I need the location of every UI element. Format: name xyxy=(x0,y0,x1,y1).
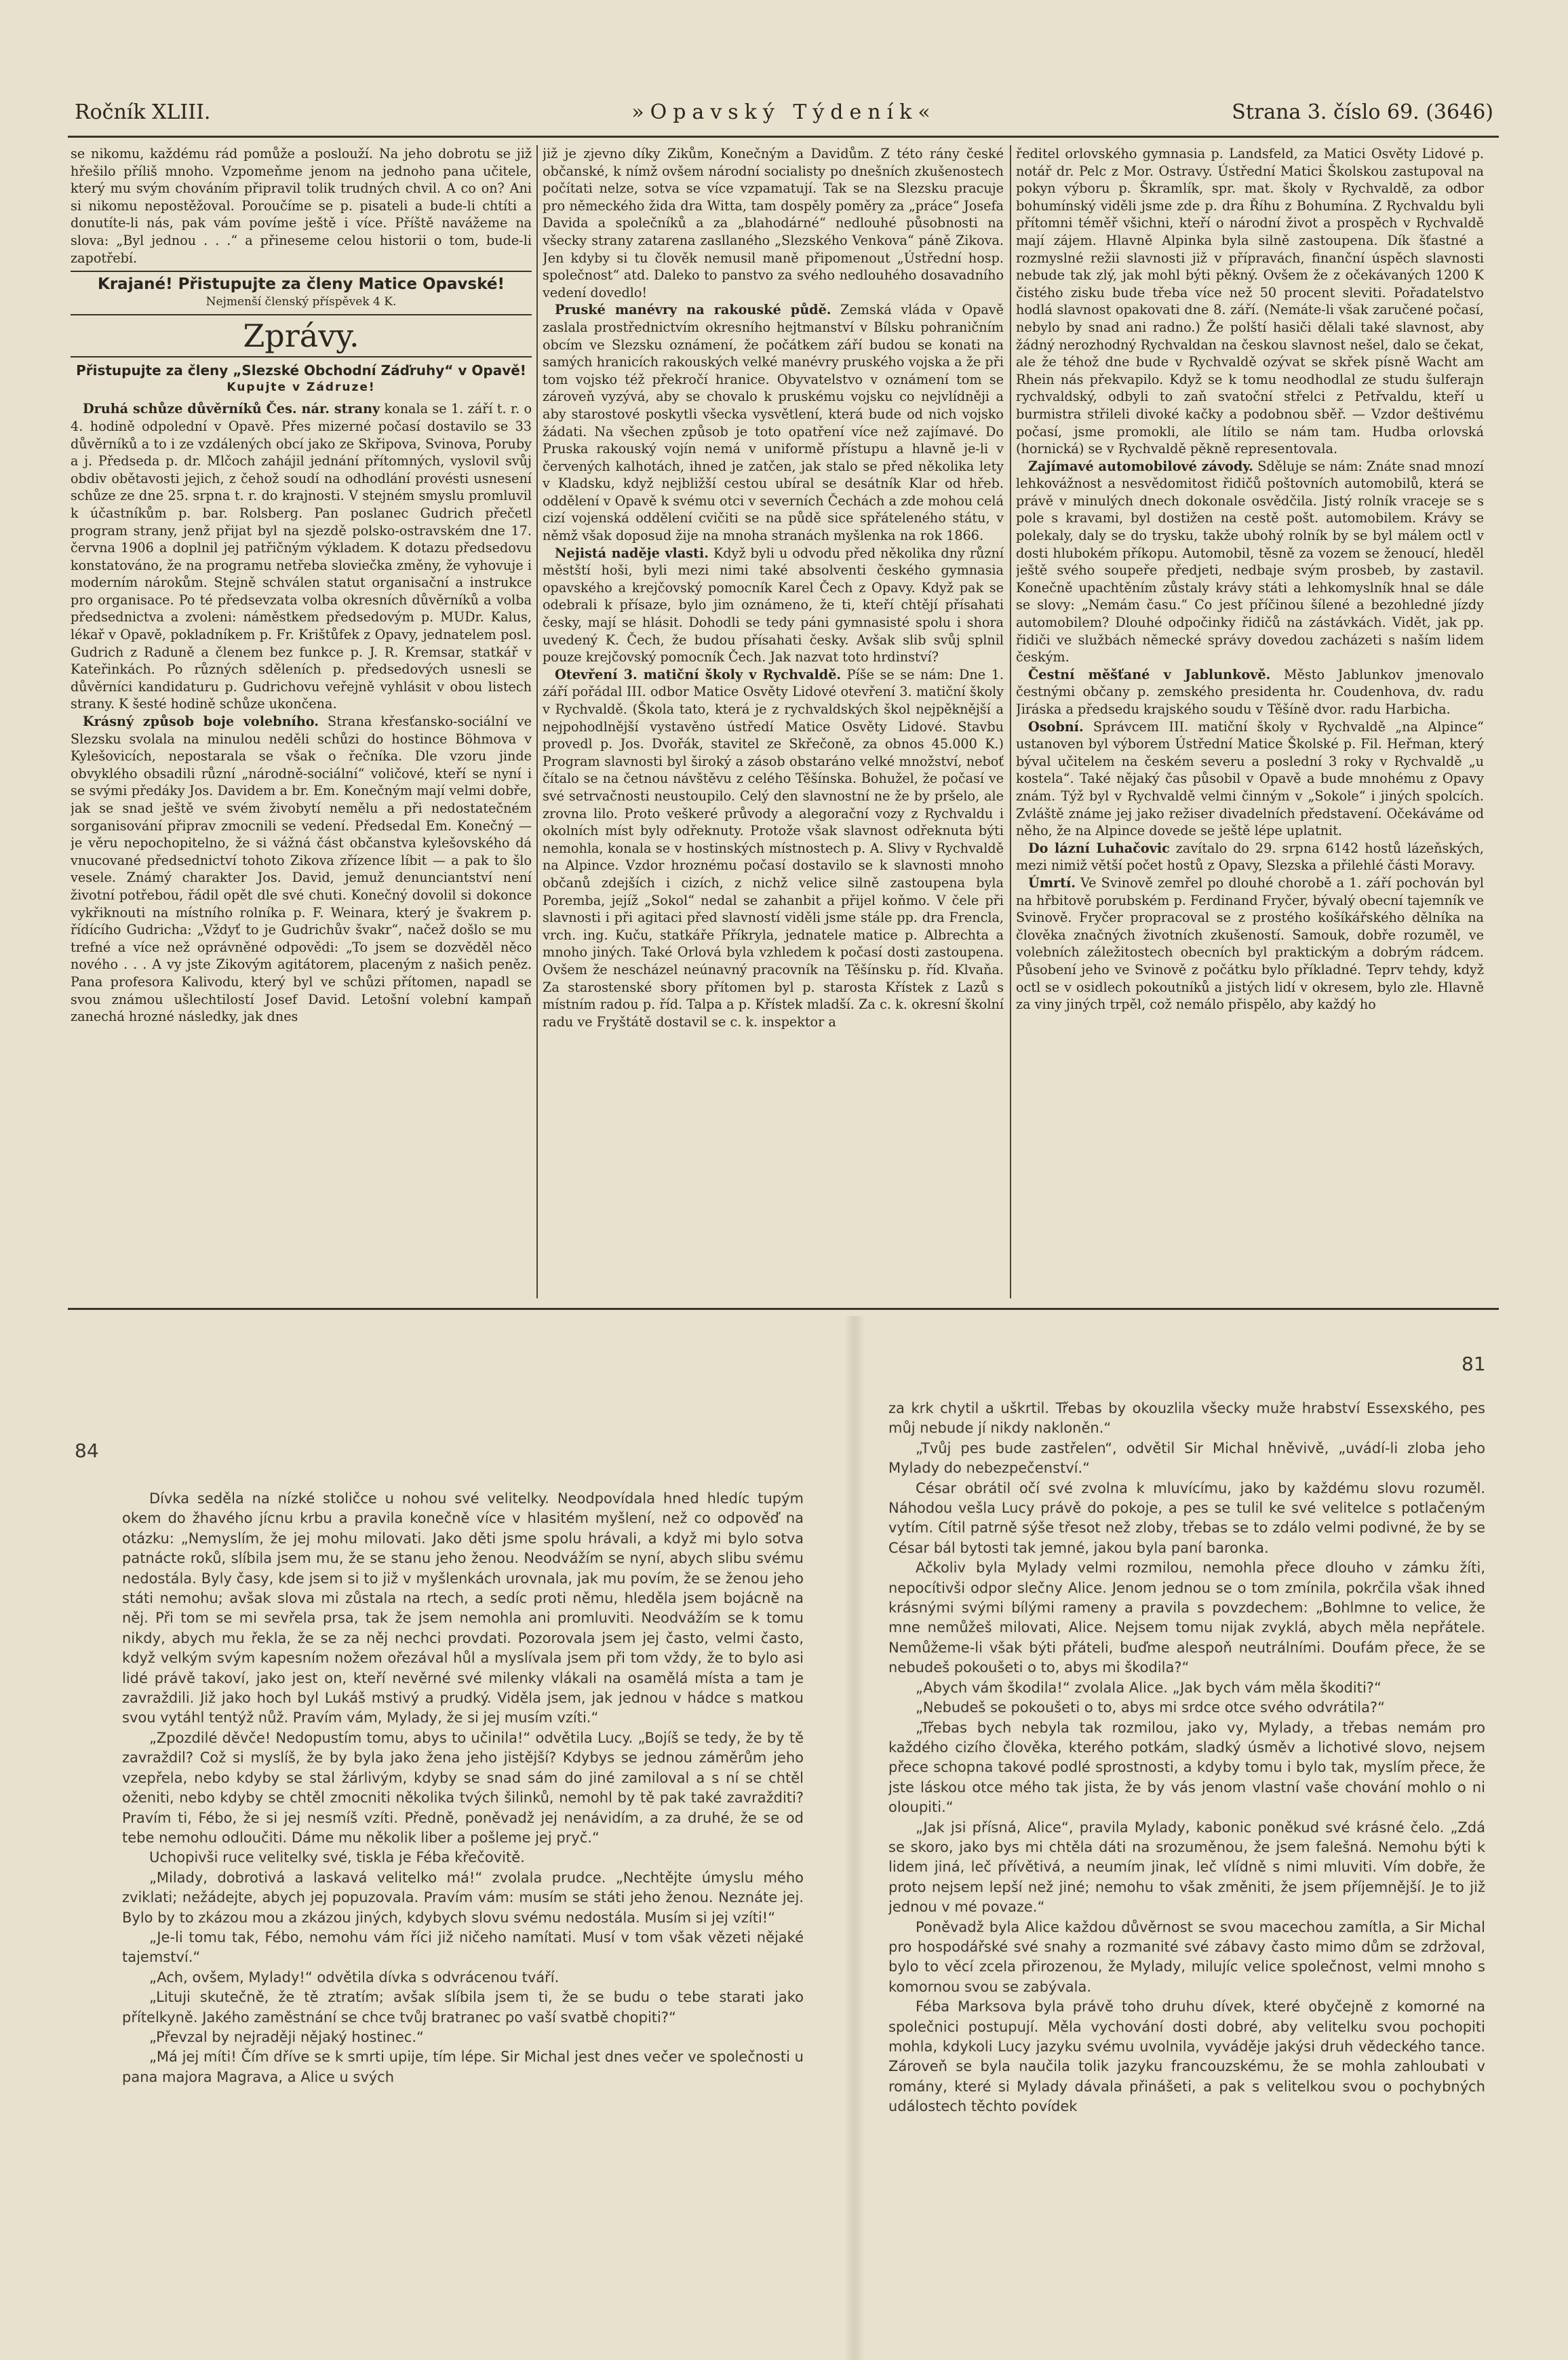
article-paragraph: již je zjevno díky Zikům, Konečným a Davidům. Z této rány české občanské, k nímž ovšem národní socialisty po dnešních zkušenostech počítati nelze, sotva se více vzpamatují. Tak se na Slezsku pracuje pro německého žida dra Witta, tam dospěly poměry za „práce“ Josefa Davida a společníků a za „blahodárné“ nedlouhé působnosti na všecky strany zatarena zasllaného „Slezského Venkova“ páně Zikova. Jen kdyby si tu člověk nemusil maně připomenout „Ústřední hosp. společnost“ atd. Daleko to panstvo za svého nedlouhého dosavadního vedení dovedlo! xyxy=(543,146,1004,301)
volume-label: Ročník XLIII. xyxy=(75,100,211,124)
article-paragraph xyxy=(1016,840,1484,874)
novel-paragraph: „Jak jsi přísná, Alice“, pravila Mylady, kabonic poněkud své krásné čelo. „Zdá se skoro, jako bys mi chtěla dáti na srozuměnou, že jsem falešná. Nemohu býti k lidem jiná, leč přívětivá, a neumím jinak, leč vlídně s nimi mluviti. Vím dobře, že proto nejsem lepší než jiné; nemohu to však změniti, že jsem příjemnější. Je to již jednou v mé povaze.“ xyxy=(888,1819,1485,1916)
matice-banner: Krajané! Přistupujte za členy Matice Opavské! xyxy=(71,271,532,294)
column-divider xyxy=(536,145,538,1298)
article-text: Sděluje se nám: Znáte snad mnozí lehkovážnost a nesvědomitost řidičů poštovních automobilů, která se právě v minulých dnech dokonale osvědčila. Jistý rolník vraceje se s pole s kravami, byl dostižen na cestě pošt. automobilem. Krávy se polekaly, daly se do trysku, takže ubohý rolník by se byl málem octl v dosti hlubokém příkopu. Automobil, těsně za vozem se ženoucí, hleděl ještě svého soupeře předjeti, nedbaje svým prosbeb, by zastavil. Konečně upachtěním zůstaly krávy státi a lehkomyslník hnal se dále se slovy: „Nemám času.“ Co jest příčinou šílené a bezohledné jízdy automobilem? Dlouhé odpočinky řidičů na zástávkách. Vidět, jak pp. řidiči ve službách německé správy dovedou zacházeti s naším lidem českým. xyxy=(1016,458,1484,665)
header-rule xyxy=(68,136,1499,138)
article-paragraph xyxy=(1016,458,1484,666)
article-title: Úmrtí. xyxy=(1028,874,1076,891)
book-gutter xyxy=(844,1316,865,2360)
novel-paragraph: César obrátil očí své zvolna k mluvícímu, jako by každému slovu rozuměl. Náhodou vešla Lucy právě do pokoje, a pes se tulil ke své velitelce s potlačeným vytím. Cítil patrně sýše třesot než zloby, třebas se to zdálo velmi podivné, že by se César bál bytosti tak jemné, jakou byla paní baronka. xyxy=(888,1479,1485,1556)
article-paragraph xyxy=(71,713,532,1026)
article-text: Ve Svinově zemřel po dlouhé chorobě a 1. září pochován byl na hřbitově porubském p. Ferdinand Fryčer, bývalý obecní tajemník ve Svinově. Fryčer propracoval se z prostého košíkářského dělníka na člověka značných životních zkušeností. Samouk, dobře rozuměl, ve volebních záležitostech obecních byl praktickým a dobrým rádcem. Působení jeho ve Svinově z počátku bylo příkladné. Teprv tehdy, když octl se v osidlech pokoutníků a jistých lidí v okresem, bylo zle. Hlavně za viny jiných trpěl, což nemálo přispělo, aby každý ho xyxy=(1016,874,1484,1013)
novel-paragraph: „Třebas bych nebyla tak rozmilou, jako vy, Mylady, a třebas nemám pro každého cizího člověka, kterého potkám, sladký úsměv a lichotivé slovo, nejsem přece schopna takové podlé sprostnosti, a kdyby tomu i bylo tak, myslím přece, že jste láskou otce mého tak jista, že by vás jenom vlastní vaše chování mohlo o ni oloupiti.“ xyxy=(888,1719,1485,1816)
novel-paragraph: Uchopivši ruce velitelky své, tiskla je Féba křečovitě. xyxy=(149,1849,525,1866)
column-3 xyxy=(1016,145,1484,1298)
article-paragraph: se nikomu, každému rád pomůže a poslouží. Na jeho dobrotu se již hřešilo příliš mnoho. Vzpomeňme jenom na jednoho pana učitele, který mu svým chováním připravil tolik trudných chvil. A co on? Ani si nikomu nepostěžoval. Poroučíme se p. pisateli a bude-li chtíti a donutíte-li nás, pak vám povíme ještě i více. Příště navážeme na slova: „Byl jednou . . .“ a přineseme celou historii o tom, bude-li zapotřebí. xyxy=(71,146,532,266)
novel-paragraph: „Abych vám škodila!“ zvolala Alice. „Jak bych vám měla škoditi?“ xyxy=(916,1679,1381,1696)
novel-left-page xyxy=(122,1489,804,2317)
page-number-label: Strana 3. číslo 69. (3646) xyxy=(1232,100,1493,124)
article-paragraph xyxy=(1016,666,1484,718)
novel-paragraph: „Zpozdilé děvče! Nedopustím tomu, abys to učinila!“ odvětila Lucy. „Bojíš se tedy, že by tě zavraždil? Což si myslíš, že by byla jako žena jeho jistější? Kdybys se jednou záměrům jeho vzepřela, nebo kdyby se stal žárlivým, kdyby se snad sám do jiné zamiloval a s ní se chtěl oženiti, nebo kdyby se chtěl zmocniti několika tvých šilinků, nemohl by tě pak také zavražditi? Pravím ti, Fébo, že si jej nesmíš vzíti. Předně, poněvadž jej nenávidím, a za druhé, že se od tebe nemohu odloučiti. Dáme mu několik liber a pošleme jej pryč.“ xyxy=(122,1729,804,1846)
novel-paragraph: „Lituji skutečně, že tě ztratím; avšak slíbila jsem ti, že se budu o tebe starati jako přítelkyně. Jakého zaměstnání se chce tvůj bratranec po vaší svatbě chopiti?“ xyxy=(122,1989,804,2026)
article-text: zavítalo do 29. srpna 6142 hostů lázeňských, mezi nimiž větší počet hostů z Opavy, Slezska a přilehlé části Moravy. xyxy=(1016,840,1484,874)
article-title: Otevření 3. matiční školy v Rychvaldě. xyxy=(555,666,842,682)
masthead-title: »Opavský Týdeník« xyxy=(631,100,937,124)
article-paragraph xyxy=(71,400,532,713)
section-title: Zprávy. xyxy=(71,314,532,357)
novel-paragraph: Ačkoliv byla Mylady velmi rozmilou, nemohla přece dlouho v zámku žíti, nepocítivši odpor slečny Alice. Jenom jednou se o tom zmínila, pokrčila však ihned krásnými svými bílými rameny a pravila s povzdechem: „Bohlmne to velice, že mne nemůžeš milovati, Alice. Nejsem tomu nijak zvyklá, abych měla nepřátele. Nemůžeme-li však býti přáteli, buďme alespoň neutrálními. Doufám přece, že se nebudeš pokoušeti o to, abys mi škodila?“ xyxy=(888,1560,1485,1676)
novel-paragraph: „Má jej míti! Čím dříve se k smrti upije, tím lépe. Sir Michal jest dnes večer ve společnosti u pana majora Magrava, a Alice u svých xyxy=(122,2049,804,2085)
article-text: Správcem III. matiční školy v Rychvaldě „na Alpince“ ustanoven byl výborem Ústřední Matice Školské p. Fil. Heřman, který býval učitelem na českém severu a poslední 3 roky v Rychvaldě „u kostela“. Také nějaký čas působil v Opavě a bude mnohému z Opavy znám. Týž byl v Rychvaldě velmi činným v „Sokole“ i jiných spolcích. Zvláště známe jej jako režiser divadelních představení. Očekáváme od něho, že na Alpince dovede se ještě lépe uplatnit. xyxy=(1016,718,1484,839)
article-text: Strana křesťansko-sociální ve Slezsku svolala na minulou neděli schůzi do hostince Böhmova v Kylešovicích, nepostarala se však o řečníka. Dle vzoru jinde obvyklého obsadili různí „národně-sociální“ voličové, kteří se nyní i se svými předáky Jos. Davidem a br. Em. Konečným mají velmi dobře, jak se snad ještě ve svém živobytí nemělu a při nedostatečném sorganisování připrav zmocnili se vedení. Předsedal Em. Konečný — je věru nepochopitelno, že si vážná část občanstva kylešovského dá vnucované předsednictví tohoto Zikova zřízence líbit — a pak to šlo vesele. Známý charakter Jos. David, jemuž denunciantství není životní potřebou, řádil opět dle své chuti. Konečný dovolil si dokonce vykřiknouti na místního rolníka p. F. Weinara, který je švakrem p. řídícího Gudricha: „Vždyť to je Gudrichův švakr“, načež došlo se mu trefné a více než oprávněné odpovědi: „To jsem se dozvěděl něco nového . . . A vy jste Zikovým agitátorem, placeným z našich peněz. Pana profesora Kalivodu, který byl ve schůzi přítomen, napadl se svou známou ušlechtilostí Josef David. Letošní volební kampaň zanechá hrozné následky, jak dnes xyxy=(71,714,532,1025)
column-2 xyxy=(543,145,1004,1298)
column-divider xyxy=(1010,145,1011,1298)
article-text: Město Jablunkov jmenovalo čestnými občany p. zemského presidenta hr. Coudenhova, dv. radu Jiráska a předsedu krajského soudu v Těšíně dvor. radu Harbicha. xyxy=(1016,666,1484,717)
article-title: Do lázní Luhačovic xyxy=(1028,840,1170,856)
matice-banner-sub: Nejmenší členský příspěvek 4 K. xyxy=(205,295,397,309)
article-text: Zemská vláda v Opavě zaslala prostřednictvím okresního hejtmanství v Bílsku pohraničním obcím ve Slezsku oznámení, že počátkem září budou se konati na samých hranicích rakouských velké manévry pruského vojska a že při tom vojsko též překročí hranice. Obyvatelstvo v oznámení tom se zároveň vyzývá, aby se chovalo k pruskému vojsku co nejvlídněji a aby starostové poskytli všecka vysvětlení, která bude od nich vojsko žádati. Na všechen způsob je toto opatření více než zajímavé. Do Pruska rakouský vojín nemá v uniformě přístupu a hlavně je-li v červených kalhotách, ihned je zatčen, jak stalo se před několika lety v Kladsku, když nejbližší cestou ubíral se desátník Klar od hřeb. oddělení v Opavě k svému otci v severních Čechách a zde mohou celá cizí vojenská oddělení cvičiti se na půdě sice spřáteleného státu, v němž však doposud žije na mnoha stranách myšlenka na rok 1866. xyxy=(543,302,1004,544)
article-paragraph xyxy=(543,301,1004,544)
zadruha-banner-sub: Kupujte v Zádruze! xyxy=(227,380,376,394)
article-paragraph: ředitel orlovského gymnasia p. Landsfeld, za Matici Osvěty Lidové p. notář dr. Pelc z Mor. Ostravy. Ústřední Matici Školskou zastupoval na pokyn výboru p. Škramlík, spr. mat. školy v Rychvaldě, za odbor bohumínský viděli jsme zde p. dra Říhu z Bohumína. Z Rychvaldu byli přítomni téměř všichni, kteří o národní život a prospěch v Rychvaldě mají zájem. Hlavně Alpinka byla silně zastoupena. Dík šťastné a rozmyslné režii slavnosti již v přípravách, finanční úspěch slavnosti nebude tak zlý, jak mohl býti pěkný. Ovšem že z očekávaných 1200 K čistého zisku bude třeba více než 50 procent sleviti. Pořadatelstvo hodlá slavnost opakovati dne 8. září. (Nemáte-li však zaručené počasí, nebylo by snad ani radno.) Že polští hasiči dělali také slavnost, aby žádný nerozhodný Rychvaldan na českou slavnost nešel, dalo se čekat, ale že téhož dne bude v Rychvaldě ozývat se skřek písně Wacht am Rhein nás překvapilo. Když se k tomu neodhodlal ze studu šulferajn rychvaldský, odbyli to zaň svatoční střelci z Petřvaldu, kteří u burmistra střileli divoké kačky a podobnou sběř. — Vzdor deštivému počasí, jsme promokli, ale lítilo se nám tam. Hudba orlovská (hornická) se v Rychvaldě pěkně representovala. xyxy=(1016,146,1484,457)
article-text: Píše se se nám: Dne 1. září pořádal III. odbor Matice Osvěty Lidové otevření 3. matiční školy v Rychvaldě. (Škola tato, která je z rychvaldských škol nejpěknější a nejpohodlnější vystavěno ústředí Matice Osvěty Lidové. Stavbu provedl p. Jos. Dvořák, stavitel ze Skřečoně, za obnos 45.000 K.) Program slavnosti byl široký a zásob obstaráno velké množství, neboť čítalo se na četnou návštěvu z celého Těšínska. Bohužel, že počasí ve své setrvačnosti neustoupilo. Celý den slavnostní ne že by pršelo, ale zrovna lilo. Proto veškeré průvody a alegorační vozy z Rychvaldu i okolních míst byly odřeknuty. Protože však slavnost odřeknuta býti nemohla, konala se v hostinských místnostech p. A. Slivy v Rychvaldě na Alpince. Vzdor hroznému počasí dostavilo se k slavnosti mnoho občanů zdejších i cizích, z nichž velice silně zastoupena byla Poremba, jejíž „Sokol“ nedal se zahanbit a přijel koňmo. V čele při slavnosti i při agitaci před slavností viděli jsme stále pp. dra Frencla, vrch. ing. Kuču, statkáře Příkryla, jednatele matice p. Albrechta a mnoho jiných. Také Orlová byla vzhledem k počasí dosti zastoupena. Ovšem že nescházel neúnavný pracovník na Těšínsku p. říd. Klvaňa. Za starostenské sbory přítomen byl p. starosta Křístek z Lazů s místním radou p. říd. Talpa a p. Křístek mladší. Za c. k. okresní školní radu ve Fryštátě dostavil se c. k. inspektor a xyxy=(543,666,1004,1030)
article-paragraph xyxy=(1016,874,1484,1013)
article-title: Osobní. xyxy=(1028,718,1084,735)
article-text: Když byli u odvodu před několika dny různí městští hoši, byli mezi nimi také absolventi českého gymnasia opavského a krejčovský pomocník Karel Čech z Opavy. Když pak se odebrali k přísaze, bylo jim oznámeno, že ti, kteří chtějí přísahati česky, mají se hlásit. Dohodli se tedy páni gymnasisté spolu i shora uvedený K. Čech, že budou přísahati česky. Avšak slib svůj splnil pouze krejčovský pomocník Čech. Jak nazvat toto hrdinství? xyxy=(543,545,1004,665)
article-title: Nejistá naděje vlasti. xyxy=(555,545,709,561)
novel-paragraph: „Nebudeš se pokoušeti o to, abys mi srdce otce svého odvrátila?“ xyxy=(916,1699,1385,1716)
novel-paragraph: „Převzal by nejraději nějaký hostinec.“ xyxy=(149,2028,424,2045)
novel-paragraph: Poněvadž byla Alice každou důvěrnost se svou macechou zamítla, a Sir Michal pro hospodářské své snahy a rozmanité své zábavy často mimo dům se zdržoval, bylo to věcí zcela přirozenou, že Mylady, milujíc velice společnost, velmi mnoho s komornou svou se zabývala. xyxy=(888,1918,1485,1995)
novel-paragraph: „Ach, ovšem, Mylady!“ odvětila dívka s odvrácenou tváří. xyxy=(149,1969,560,1986)
article-title: Čestní měšťané v Jablunkově. xyxy=(1028,666,1271,682)
novel-right-page-number: 81 xyxy=(1462,1353,1486,1375)
novel-left-page-number: 84 xyxy=(75,1439,99,1462)
zadruha-banner: Přistupujte za členy „Slezské Obchodní Záďruhy“ v Opavě! xyxy=(76,362,526,379)
novel-paragraph: Féba Marksova byla právě toho druhu dívek, které obyčejně z komorné na společnici postupují. Měla vychování dosti dobré, aby velitelku svou pochopiti mohla, kdykoli Lucy jazyku svému uvolnila, vyváděje jakýsi druh vědeckého tance. Zároveň se byla naučila tolik jazyku francouzskému, že se mohla zahloubati v romány, které si Mylady dávala přinášeti, a pak s velitelkou svou o pochybných událostech těchto povídek xyxy=(888,1998,1485,2115)
novel-paragraph: za krk chytil a uškrtil. Třebas by okouzlila všecky muže hrabství Essexského, pes můj nebude jí nikdy nakloněn.“ xyxy=(888,1400,1485,1437)
fold-rule xyxy=(68,1308,1499,1310)
article-paragraph xyxy=(1016,718,1484,840)
article-title: Druhá schůze důvěrníků Čes. nár. strany xyxy=(83,401,380,417)
article-title: Zajímavé automobilové závody. xyxy=(1028,458,1253,474)
article-paragraph xyxy=(543,666,1004,1030)
page-header xyxy=(75,100,1493,128)
novel-paragraph: „Tvůj pes bude zastřelen“, odvětil Sir Michal hněvivě, „uvádí-li zloba jeho Mylady do nebezpečenství.“ xyxy=(888,1439,1485,1477)
column-1 xyxy=(71,145,532,1298)
novel-paragraph: Dívka seděla na nízké stoličce u nohou své velitelky. Neodpovídala hned hledíc tupým okem do žhavého jícnu krbu a pravila konečně více v hlasitém myšlení, než co odpověď na otázku: „Nemyslím, že jej mohu milovati. Jako děti jsme spolu hrávali, a když mi bylo sotva patnácte roků, slíbila jsem mu, že se stanu jeho ženou. Neodvážím se nyní, abych slibu svému nedostála. Byly časy, kde jsem si to již v myšlenkách urovnala, jak mu povím, že se ženou jeho státi nemohu; avšak slova mi zůstala na rtech, a sedíc proti němu, hleděla jsem bojácně na něj. Při tom se mi sevřela prsa, tak že jsem nemohla ani promluviti. Neodvážím se k tomu nikdy, abych mu řekla, že se za něj nechci provdati. Pozorovala jsem jej často, velmi často, když velkým svým kapesním nožem ořezával hůl a myslívala jsem při tom vždy, že to bylo asi lidé právě takoví, jako jest on, kteří nevěrné své milenky vlákali na osamělá místa a tam je zavraždili. Již jako hoch byl Lukáš mstivý a prudký. Viděla jsem, jak jednou v hádce s matkou svou vytáhl tentýž nůž. Pravím vám, Mylady, že si jej musím vzíti.“ xyxy=(122,1490,804,1726)
article-title: Pruské manévry na rakouské půdě. xyxy=(555,302,831,318)
article-text: konala se 1. září t. r. o 4. hodině odpolední v Opavě. Přes mizerné počasí dostavilo se 33 důvěrníků a to i ze vzdálených obcí jako ze Skřipova, Svinova, Poruby a j. Předseda p. dr. Mlčoch zahájil jednání přítomných, vyslovil svůj obdiv obětavosti jejich, z čehož soudí na odhodlání provésti usnesení schůze ze dne 25. srpna t. r. do krajnosti. V stejném smyslu promluvil k účastníkům p. bar. Rolsberg. Pan poslanec Gudrich přečetl program strany, jenž přijat byl na sjezdě polsko-ostravském dne 17. června 1906 a doplnil jej patřičným výkladem. K dotazu předsedovu konstatováno, že na programu netřeba sloviečka změny, že vyhovuje i moderním nárokům. Stejně schválen statut organisační a instrukce pro organisace. Po té předsevzata volba okresních důvěrníků a volba předsednictva a zvoleni: náměstkem předsedovým p. MUDr. Kalus, lékař v Opavě, pokladníkem p. Fr. Krištůfek z Opavy, jednatelem posl. Gudrich z Raduně a členem bez funkce p. J. R. Kremsar, statkář v Kateřinkách. Po různých sděleních p. předsedových usnesli se důvěrníci kandidaturu p. Gudrichovu veřejně vyhlásit v obou listech strany. K šesté hodině schůze ukončena. xyxy=(71,401,532,712)
novel-paragraph: „Je-li tomu tak, Fébo, nemohu vám říci již ničeho namítati. Musí v tom však vězeti nějaké tajemství.“ xyxy=(122,1929,804,1966)
article-title: Krásný způsob boje volebního. xyxy=(83,714,319,730)
article-paragraph xyxy=(543,545,1004,666)
novel-right-page xyxy=(888,1399,1485,2355)
novel-paragraph: „Milady, dobrotivá a laskavá velitelko má!“ zvolala prudce. „Nechtějte úmyslu mého zviklati; nežádejte, abych jej popuzovala. Pravím vám: musím se státi jeho ženou. Neznáte jej. Bylo by to zkázou mou a zkázou jiných, kdybych slovu svému nedostála. Musím si jej vzíti!“ xyxy=(122,1869,804,1926)
